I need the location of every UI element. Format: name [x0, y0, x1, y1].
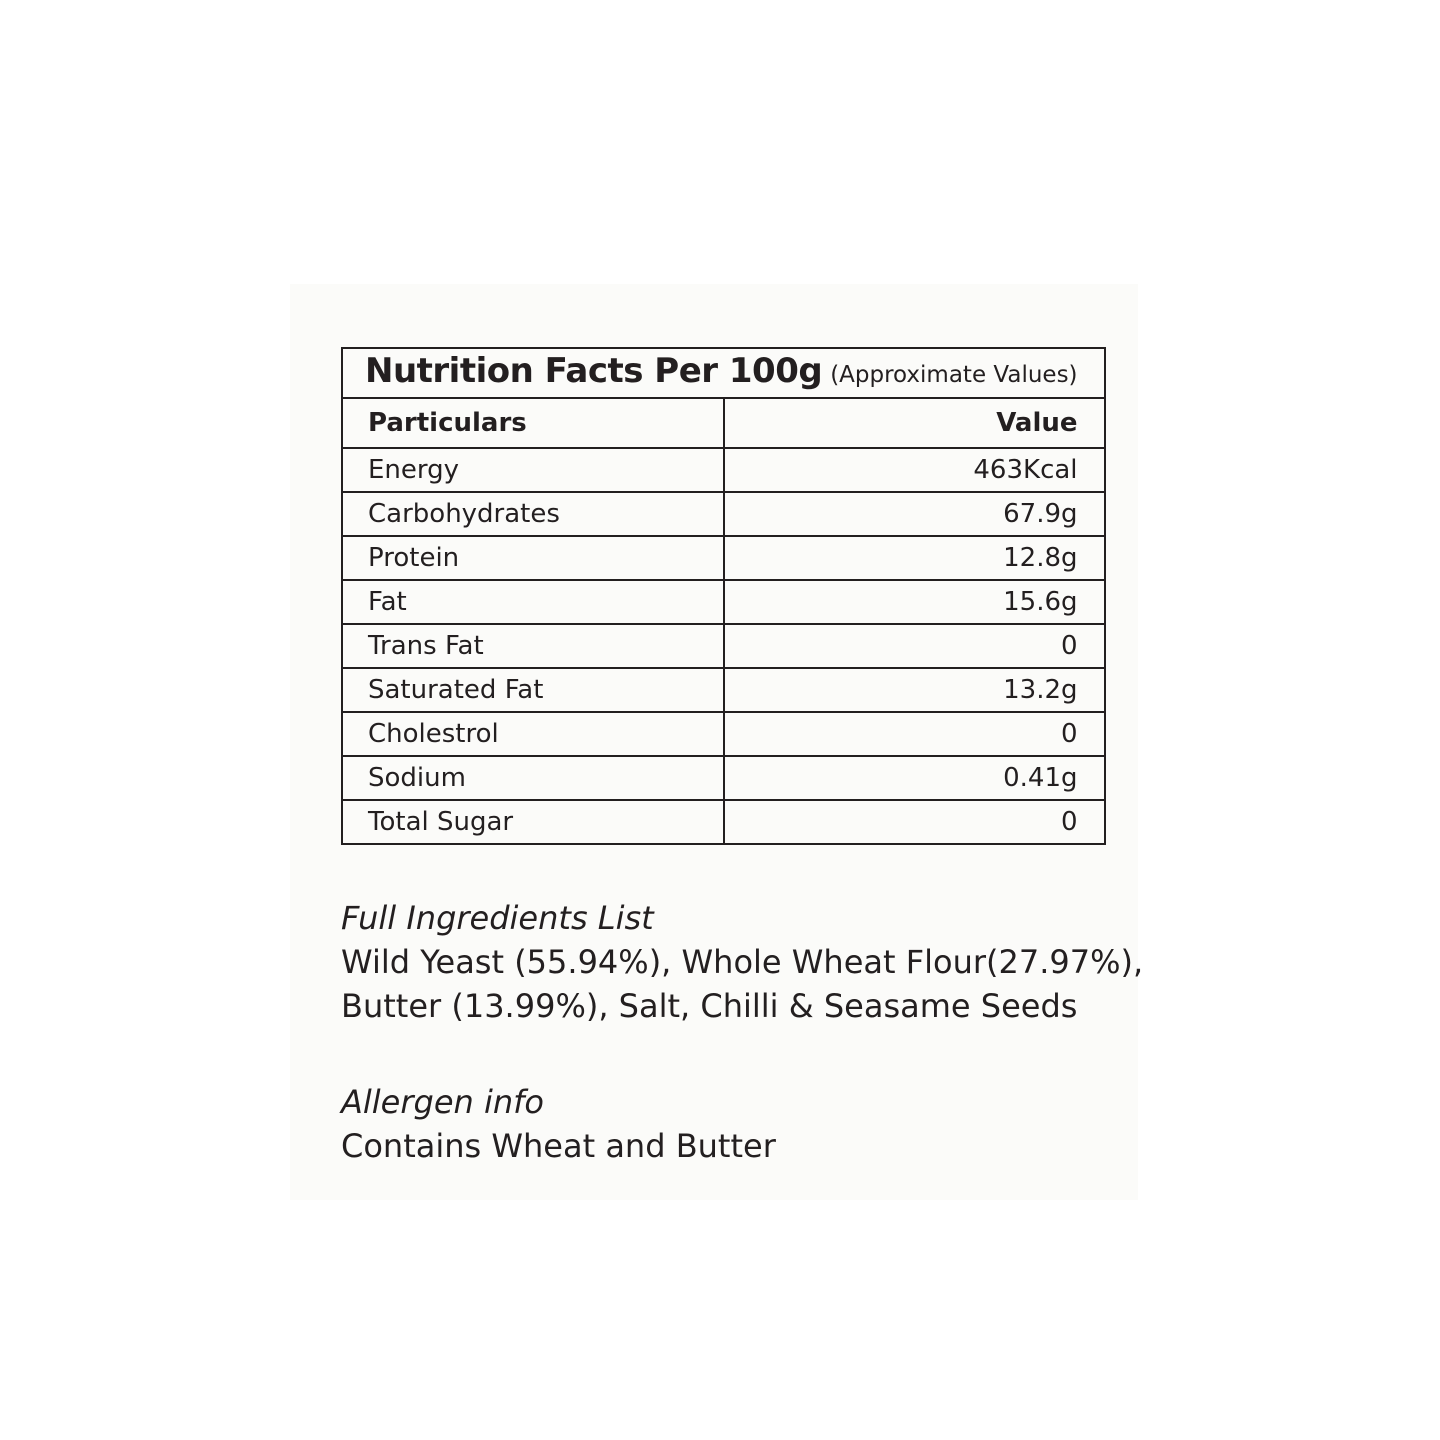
- table-row: [342, 712, 1105, 756]
- row-value: 0: [724, 800, 1105, 844]
- header-particulars: Particulars: [342, 398, 724, 448]
- row-name: Trans Fat: [342, 624, 724, 668]
- nutrition-subtitle: (Approximate Values): [830, 362, 1078, 388]
- allergen-heading: Allergen info: [341, 1083, 544, 1121]
- table-row: [342, 448, 1105, 492]
- table-row: [342, 536, 1105, 580]
- row-name: Cholestrol: [342, 712, 724, 756]
- table-row: [342, 492, 1105, 536]
- row-value: 0: [724, 712, 1105, 756]
- nutrition-title: Nutrition Facts Per 100g: [365, 351, 823, 391]
- row-value: 0.41g: [724, 756, 1105, 800]
- row-name: Sodium: [342, 756, 724, 800]
- nutrition-title-cell: [342, 348, 1105, 398]
- nutrition-title-row: [342, 348, 1105, 398]
- allergen-text: Contains Wheat and Butter: [341, 1127, 776, 1165]
- table-row: [342, 800, 1105, 844]
- row-value: 463Kcal: [724, 448, 1105, 492]
- ingredients-line-1: Wild Yeast (55.94%), Whole Wheat Flour(27.97%),: [341, 943, 1144, 981]
- table-row: [342, 580, 1105, 624]
- row-value: 12.8g: [724, 536, 1105, 580]
- table-row: [342, 624, 1105, 668]
- ingredients-line-2: Butter (13.99%), Salt, Chilli & Seasame Seeds: [341, 987, 1078, 1025]
- row-name: Carbohydrates: [342, 492, 724, 536]
- nutrition-header-row: [342, 398, 1105, 448]
- row-value: 13.2g: [724, 668, 1105, 712]
- row-name: Fat: [342, 580, 724, 624]
- nutrition-table: [341, 347, 1106, 845]
- allergen-section: [341, 1080, 776, 1168]
- row-name: Energy: [342, 448, 724, 492]
- row-name: Protein: [342, 536, 724, 580]
- header-value: Value: [724, 398, 1105, 448]
- row-name: Saturated Fat: [342, 668, 724, 712]
- row-value: 67.9g: [724, 492, 1105, 536]
- table-row: [342, 668, 1105, 712]
- ingredients-heading: Full Ingredients List: [341, 899, 654, 937]
- row-value: 0: [724, 624, 1105, 668]
- row-value: 15.6g: [724, 580, 1105, 624]
- row-name: Total Sugar: [342, 800, 724, 844]
- table-row: [342, 756, 1105, 800]
- ingredients-section: [341, 896, 1143, 1028]
